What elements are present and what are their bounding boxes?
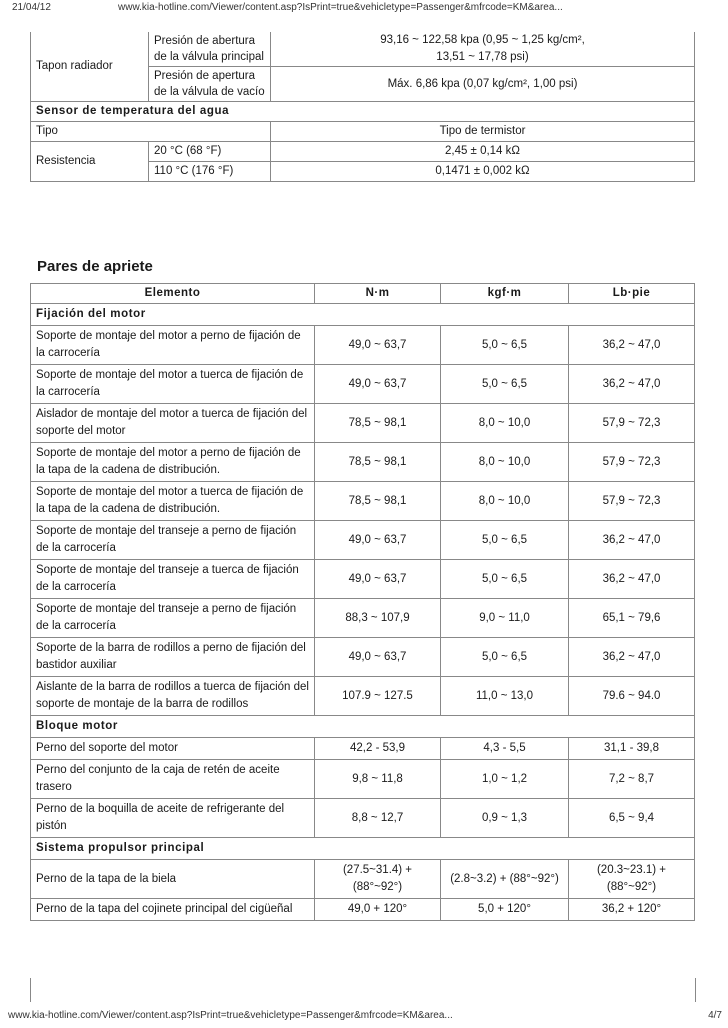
table-row (31, 799, 695, 838)
value-cell: 1,0 ~ 1,2 (441, 760, 569, 799)
value-cell: 2,45 ± 0,14 kΩ (271, 142, 695, 162)
value-cell: 5,0 ~ 6,5 (441, 326, 569, 365)
table-row (31, 521, 695, 560)
element-cell: Soporte de montaje del motor a perno de fijación de la tapa de la cadena de distribución. (31, 443, 315, 482)
table-row (31, 326, 695, 365)
table-row (31, 899, 695, 921)
value-cell: Máx. 6,86 kpa (0,07 kg/cm², 1,00 psi) (271, 67, 695, 102)
element-cell: Soporte de montaje del motor a tuerca de fijación de la tapa de la cadena de distribución. (31, 482, 315, 521)
element-cell: Aislante de la barra de rodillos a tuerca de fijación del soporte de montaje de la barra de rodillos (31, 677, 315, 716)
value-cell: 9,0 ~ 11,0 (441, 599, 569, 638)
table-row (31, 738, 695, 760)
section-row (31, 102, 695, 122)
table-row (31, 32, 695, 67)
value-cell: 93,16 ~ 122,58 kpa (0,95 ~ 1,25 kg/cm², 13,51 ~ 17,78 psi) (271, 32, 695, 67)
section-title: Fijación del motor (31, 304, 695, 326)
table-row (31, 404, 695, 443)
table-row (31, 443, 695, 482)
radiator-cap-label: Tapon radiador (31, 32, 149, 102)
value-cell: (2.8~3.2) + (88°~92°) (441, 860, 569, 899)
table-row (31, 142, 695, 162)
column-header: N·m (315, 284, 441, 304)
value-cell: 7,2 ~ 8,7 (569, 760, 695, 799)
table-row (31, 860, 695, 899)
value-cell: 5,0 ~ 6,5 (441, 365, 569, 404)
value-cell: 78,5 ~ 98,1 (315, 404, 441, 443)
section-row (31, 838, 695, 860)
value-cell: 57,9 ~ 72,3 (569, 404, 695, 443)
element-cell: Soporte de la barra de rodillos a perno de fijación del bastidor auxiliar (31, 638, 315, 677)
value-cell: 0,1471 ± 0,002 kΩ (271, 162, 695, 182)
resistance-label: Resistencia (31, 142, 149, 182)
value-cell: 65,1 ~ 79,6 (569, 599, 695, 638)
table-row (31, 560, 695, 599)
element-cell: Soporte de montaje del transeje a perno de fijación de la carrocería (31, 521, 315, 560)
page-number: 4/7 (708, 1010, 722, 1021)
column-header: Elemento (31, 284, 315, 304)
column-header: Lb·pie (569, 284, 695, 304)
value-cell: (20.3~23.1) + (88°~92°) (569, 860, 695, 899)
value-cell: 5,0 ~ 6,5 (441, 638, 569, 677)
table-continuation (30, 978, 696, 1002)
value-cell: 42,2 - 53,9 (315, 738, 441, 760)
value-cell: 79.6 ~ 94.0 (569, 677, 695, 716)
value-cell: 36,2 ~ 47,0 (569, 521, 695, 560)
table-row (31, 677, 695, 716)
param-cell: Presión de abertura de la válvula principal (149, 32, 271, 67)
value-cell: 8,8 ~ 12,7 (315, 799, 441, 838)
section-title: Bloque motor (31, 716, 695, 738)
value-cell: 49,0 ~ 63,7 (315, 521, 441, 560)
value-cell: 4,3 - 5,5 (441, 738, 569, 760)
temp-cell: 20 °C (68 °F) (149, 142, 271, 162)
footer-url: www.kia-hotline.com/Viewer/content.asp?IsPrint=true&vehicletype=Passenger&mfrcode=KM&area... (8, 1010, 453, 1021)
value-cell: 0,9 ~ 1,3 (441, 799, 569, 838)
value-cell: 36,2 ~ 47,0 (569, 326, 695, 365)
value-cell: 8,0 ~ 10,0 (441, 443, 569, 482)
section-title: Sensor de temperatura del agua (31, 102, 695, 122)
table-row (31, 638, 695, 677)
element-cell: Perno de la tapa del cojinete principal del cigüeñal (31, 899, 315, 921)
value-cell: 5,0 ~ 6,5 (441, 521, 569, 560)
section-row (31, 716, 695, 738)
element-cell: Soporte de montaje del transeje a tuerca de fijación de la carrocería (31, 560, 315, 599)
print-footer (0, 1010, 728, 1024)
value-cell: 6,5 ~ 9,4 (569, 799, 695, 838)
value-cell: 78,5 ~ 98,1 (315, 482, 441, 521)
table-row (31, 122, 695, 142)
value-cell: 5,0 + 120° (441, 899, 569, 921)
section-title: Sistema propulsor principal (31, 838, 695, 860)
temp-cell: 110 °C (176 °F) (149, 162, 271, 182)
column-header: kgf·m (441, 284, 569, 304)
value-cell: 107.9 ~ 127.5 (315, 677, 441, 716)
value-cell: 88,3 ~ 107,9 (315, 599, 441, 638)
element-cell: Perno del soporte del motor (31, 738, 315, 760)
element-cell: Aislador de montaje del motor a tuerca de fijación del soporte del motor (31, 404, 315, 443)
value-cell: 49,0 + 120° (315, 899, 441, 921)
type-value: Tipo de termistor (271, 122, 695, 142)
table-row (31, 365, 695, 404)
value-cell: 49,0 ~ 63,7 (315, 326, 441, 365)
element-cell: Soporte de montaje del motor a tuerca de fijación de la carrocería (31, 365, 315, 404)
print-url: www.kia-hotline.com/Viewer/content.asp?IsPrint=true&vehicletype=Passenger&mfrcode=KM&area... (118, 2, 563, 13)
torque-table (30, 283, 695, 921)
value-cell: 11,0 ~ 13,0 (441, 677, 569, 716)
value-cell: 31,1 - 39,8 (569, 738, 695, 760)
value-cell: 78,5 ~ 98,1 (315, 443, 441, 482)
table-row (31, 760, 695, 799)
element-cell: Perno de la tapa de la biela (31, 860, 315, 899)
value-cell: 9,8 ~ 11,8 (315, 760, 441, 799)
element-cell: Perno de la boquilla de aceite de refrigerante del pistón (31, 799, 315, 838)
value-cell: 49,0 ~ 63,7 (315, 560, 441, 599)
table-row (31, 482, 695, 521)
type-label: Tipo (31, 122, 271, 142)
section-heading: Pares de apriete (37, 258, 153, 275)
print-date: 21/04/12 (12, 2, 51, 13)
value-cell: 49,0 ~ 63,7 (315, 365, 441, 404)
value-cell: 57,9 ~ 72,3 (569, 443, 695, 482)
value-cell: 36,2 ~ 47,0 (569, 638, 695, 677)
table-row (31, 599, 695, 638)
param-cell: Presión de apertura de la válvula de vacío (149, 67, 271, 102)
element-cell: Perno del conjunto de la caja de retén de aceite trasero (31, 760, 315, 799)
value-cell: 36,2 ~ 47,0 (569, 560, 695, 599)
value-cell: 57,9 ~ 72,3 (569, 482, 695, 521)
print-header (0, 2, 728, 16)
value-cell: (27.5~31.4) + (88°~92°) (315, 860, 441, 899)
header-row (31, 284, 695, 304)
value-cell: 36,2 + 120° (569, 899, 695, 921)
value-cell: 8,0 ~ 10,0 (441, 482, 569, 521)
section-row (31, 304, 695, 326)
element-cell: Soporte de montaje del transeje a perno de fijación de la carrocería (31, 599, 315, 638)
value-cell: 36,2 ~ 47,0 (569, 365, 695, 404)
cooling-spec-table (30, 32, 695, 182)
element-cell: Soporte de montaje del motor a perno de fijación de la carrocería (31, 326, 315, 365)
value-cell: 5,0 ~ 6,5 (441, 560, 569, 599)
value-cell: 49,0 ~ 63,7 (315, 638, 441, 677)
value-cell: 8,0 ~ 10,0 (441, 404, 569, 443)
